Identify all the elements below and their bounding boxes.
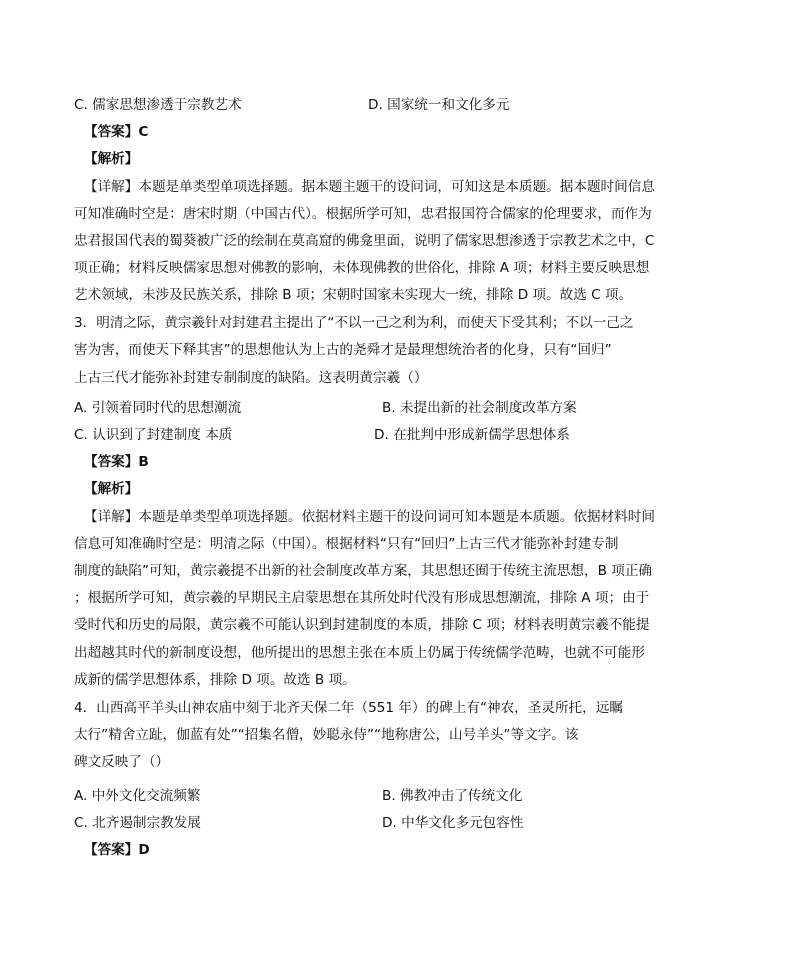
q4-option-d: D. 中华文化多元包容性	[382, 815, 524, 831]
q2-detail-line: 【详解】本题是单类型单项选择题。据本题主题干的设问词，可知这是本质题。据本题时间信息	[84, 179, 655, 195]
q3-detail-line: ；根据所学可知，黄宗羲的早期民主启蒙思想在其所处时代没有形成思想潮流，排除 A 项；由于	[74, 590, 650, 606]
q3-detail-line: 制度的缺陷”可知，黄宗羲提不出新的社会制度改革方案，其思想还囿于传统主流思想，B 项正确	[74, 563, 653, 579]
q3-option-d: D. 在批判中形成新儒学思想体系	[374, 427, 570, 443]
q3-option-c: C. 认识到了封建制度 本质	[74, 427, 233, 443]
q3-stem-line: 上古三代才能弥补封建专制制度的缺陷。这表明黄宗羲（）	[74, 370, 428, 386]
q2-option-d: D. 国家统一和文化多元	[368, 97, 510, 113]
q3-answer: 【答案】B	[84, 454, 149, 470]
q3-detail-line: 出超越其时代的新制度设想，他所提出的思想主张在本质上仍属于传统儒学范畴，也就不可能形	[74, 645, 645, 661]
q3-option-a: A. 引领着同时代的思想潮流	[74, 400, 242, 416]
q3-detail-line: 成新的儒学思想体系，排除 D 项。故选 B 项。	[74, 672, 356, 688]
q3-detail-line: 信息可知准确时空是：明清之际（中国）。根据材料“只有“回归”上古三代才能弥补封建专制	[74, 536, 619, 552]
q2-detail-line: 艺术领域，未涉及民族关系，排除 B 项；宋朝时国家未实现大一统，排除 D 项。故选 C 项。	[74, 287, 633, 303]
q3-analysis-label: 【解析】	[84, 481, 139, 497]
q2-answer: 【答案】C	[84, 124, 149, 140]
q4-stem-line: 碑文反映了（）	[74, 754, 170, 770]
q4-option-b: B. 佛教冲击了传统文化	[382, 788, 523, 804]
q4-answer: 【答案】D	[84, 842, 150, 858]
q4-stem-line: 太行”精舍立趾，伽蓝有处”“招集名僧，妙聪永侍”“地称唐公，山号羊头”等文字。该	[74, 727, 579, 743]
q3-stem-line: 害为害，而使天下释其害”的思想他认为上古的尧舜才是最理想统治者的化身，只有“回归”	[74, 342, 612, 358]
q3-detail-line: 【详解】本题是单类型单项选择题。依据材料主题干的设问词可知本题是本质题。依据材料时间	[84, 509, 655, 525]
q4-option-a: A. 中外文化交流频繁	[74, 788, 201, 804]
q4-stem-line: 4．山西高平羊头山神农庙中刻于北齐天保二年（551 年）的碑上有“神农，圣灵所托，远瞩	[74, 700, 623, 716]
q2-analysis-label: 【解析】	[84, 151, 139, 167]
q2-detail-line: 忠君报国代表的蜀葵被广泛的绘制在莫高窟的佛龛里面，说明了儒家思想渗透于宗教艺术之中，C	[74, 233, 655, 249]
q2-detail-line: 可知准确时空是：唐宋时期（中国古代）。根据所学可知，忠君报国符合儒家的伦理要求，而作为	[74, 206, 652, 222]
q2-option-c: C. 儒家思想渗透于宗教艺术	[74, 97, 242, 113]
q3-stem-line: 3．明清之际，黄宗羲针对封建君主提出了“不以一己之利为利，而使天下受其利；不以一己之	[74, 315, 634, 331]
q4-option-c: C. 北齐遏制宗教发展	[74, 815, 201, 831]
q2-detail-line: 项正确；材料反映儒家思想对佛教的影响，未体现佛教的世俗化，排除 A 项；材料主要反映思想	[74, 260, 650, 276]
q3-option-b: B. 未提出新的社会制度改革方案	[382, 400, 577, 416]
q3-detail-line: 受时代和历史的局限，黄宗羲不可能认识到封建制度的本质，排除 C 项；材料表明黄宗羲不能提	[74, 617, 650, 633]
